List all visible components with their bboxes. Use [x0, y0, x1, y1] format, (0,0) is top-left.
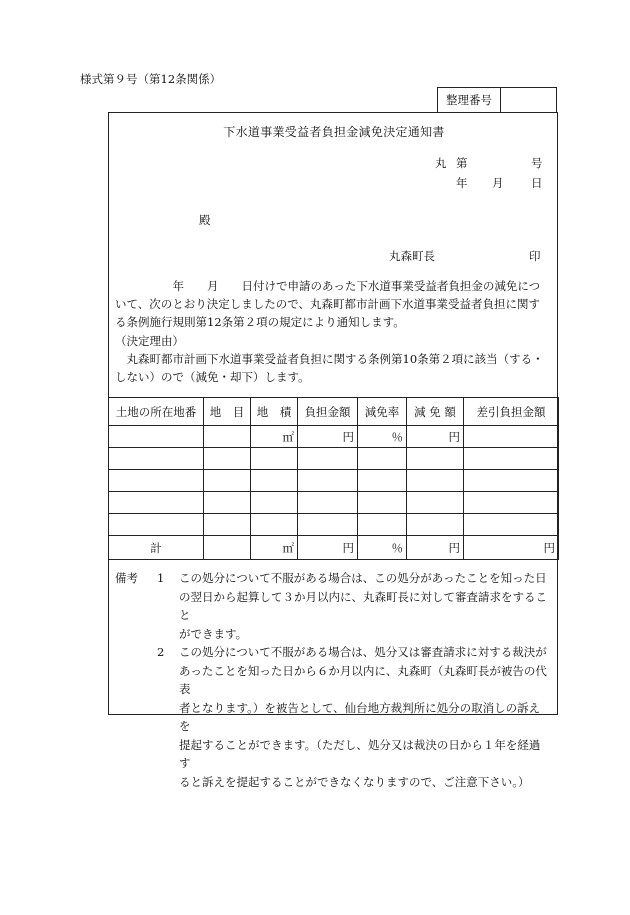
table-row — [109, 448, 559, 470]
reference-number-label: 整理番号 — [438, 88, 501, 112]
issuer-name: 丸森町長 — [389, 249, 435, 263]
table-cell[interactable] — [204, 448, 251, 470]
table-cell[interactable] — [407, 492, 464, 514]
header-charge-amount: 負担金額 — [298, 398, 358, 426]
table-cell[interactable] — [251, 492, 298, 514]
table-cell[interactable] — [109, 426, 204, 448]
remark-item — [115, 569, 551, 643]
reason-line: しない）ので（減免・却下）します。 — [115, 370, 310, 384]
table-cell[interactable]: 円 — [298, 536, 358, 560]
table-cell[interactable] — [464, 448, 559, 470]
table-cell[interactable]: ㎡ — [251, 536, 298, 560]
table-row — [109, 492, 559, 514]
notice-paragraph — [115, 277, 551, 331]
table-cell[interactable] — [204, 536, 251, 560]
remark-line: の翌日から起算して３か月以内に、丸森町長に対して審査請求をすること — [179, 589, 547, 622]
table-cell[interactable] — [358, 492, 407, 514]
remark-line: あったことを知った日から６か月以内に、丸森町（丸森町長が被告の代表 — [179, 663, 547, 696]
paragraph-line: る条例施行規則第12条第２項の規定により通知します。 — [115, 315, 405, 329]
header-land-area: 地 積 — [251, 398, 298, 426]
header-land-location: 土地の所在地番 — [109, 398, 204, 426]
table-cell[interactable]: ％ — [358, 536, 407, 560]
remark-item — [115, 643, 551, 791]
table-cell[interactable]: ㎡ — [251, 426, 298, 448]
table-cell[interactable]: 円 — [298, 426, 358, 448]
table-row — [109, 514, 559, 536]
table-cell[interactable] — [204, 514, 251, 536]
paragraph-line: いて、次のとおり決定しましたので、丸森町都市計画下水道事業受益者負担に関す — [115, 297, 541, 311]
table-cell[interactable] — [358, 470, 407, 492]
table-cell[interactable] — [407, 448, 464, 470]
remarks-section — [115, 569, 551, 791]
table-cell[interactable] — [204, 470, 251, 492]
table-cell[interactable] — [204, 426, 251, 448]
remark-line: この処分について不服がある場合は、処分又は審査請求に対する裁決が — [179, 645, 547, 659]
table-cell[interactable] — [251, 514, 298, 536]
document-title: 下水道事業受益者負担金減免決定通知書 — [223, 125, 445, 139]
issuer-seal: 印 — [529, 249, 541, 263]
reason-line: 丸森町都市計画下水道事業受益者負担に関する条例第10条第２項に該当（する・ — [115, 352, 544, 366]
doc-number-prefix: 丸 — [435, 156, 447, 170]
remark-line: ができます。 — [179, 626, 248, 641]
header-land-category: 地 目 — [204, 398, 251, 426]
date-year: 年 — [456, 176, 468, 190]
reason-heading: （決定理由） — [115, 334, 184, 348]
table-cell[interactable] — [407, 514, 464, 536]
remark-line: この処分について不服がある場合は、この処分があったことを知った日 — [179, 571, 547, 585]
table-cell[interactable] — [464, 470, 559, 492]
table-cell[interactable] — [464, 514, 559, 536]
table-cell[interactable] — [298, 470, 358, 492]
reason-text — [115, 350, 551, 386]
table-header-row — [109, 398, 559, 426]
table-cell[interactable] — [298, 514, 358, 536]
header-reduction-amount: 減 免 額 — [407, 398, 464, 426]
table-cell[interactable] — [298, 492, 358, 514]
table-cell[interactable] — [109, 514, 204, 536]
date-day: 日 — [531, 176, 543, 190]
table-cell[interactable]: 円 — [464, 536, 559, 560]
addressee-suffix: 殿 — [199, 213, 211, 227]
table-row — [109, 470, 559, 492]
paragraph-line: 年 月 日付けで申請のあった下水道事業受益者負担金の減免につ — [115, 279, 541, 293]
table-cell[interactable] — [407, 470, 464, 492]
reference-number-field[interactable] — [501, 88, 556, 112]
remark-number: 2 — [157, 645, 165, 659]
table-cell[interactable]: 円 — [407, 536, 464, 560]
table-cell[interactable]: 円 — [407, 426, 464, 448]
notice-frame — [108, 112, 558, 789]
remark-line: 者となります。）を被告として、仙台地方裁判所に処分の取消しの訴えを — [179, 700, 541, 733]
date-month: 月 — [492, 176, 504, 190]
remark-line: ると訴えを提起することができなくなりますので、ご注意下さい。） — [179, 774, 530, 789]
table-cell[interactable] — [109, 448, 204, 470]
doc-number-dai: 第 — [456, 156, 468, 170]
table-cell[interactable] — [464, 426, 559, 448]
table-cell[interactable] — [464, 492, 559, 514]
table-cell[interactable] — [251, 448, 298, 470]
remark-text — [179, 569, 551, 643]
table-cell[interactable] — [109, 492, 204, 514]
table-cell[interactable] — [298, 448, 358, 470]
remark-text — [179, 643, 551, 791]
total-label: 計 — [109, 536, 204, 560]
form-number-label: 様式第９号（第12条関係） — [80, 72, 222, 86]
remark-number: 1 — [157, 571, 165, 585]
header-reduction-rate: 減免率 — [358, 398, 407, 426]
doc-number-go: 号 — [531, 156, 543, 170]
table-cell[interactable] — [358, 448, 407, 470]
reference-number-box — [437, 87, 557, 112]
table-cell[interactable] — [109, 470, 204, 492]
header-net-charge: 差引負担金額 — [464, 398, 559, 426]
remark-line: 提起することができます。（ただし、処分又は裁決の日から１年を経過す — [179, 737, 541, 770]
assessment-table — [108, 397, 559, 560]
table-cell[interactable] — [251, 470, 298, 492]
table-cell[interactable]: ％ — [358, 426, 407, 448]
table-row — [109, 426, 559, 448]
table-cell[interactable] — [204, 492, 251, 514]
table-cell[interactable] — [358, 514, 407, 536]
table-total-row — [109, 536, 559, 560]
remarks-heading: 備考 — [115, 571, 138, 585]
